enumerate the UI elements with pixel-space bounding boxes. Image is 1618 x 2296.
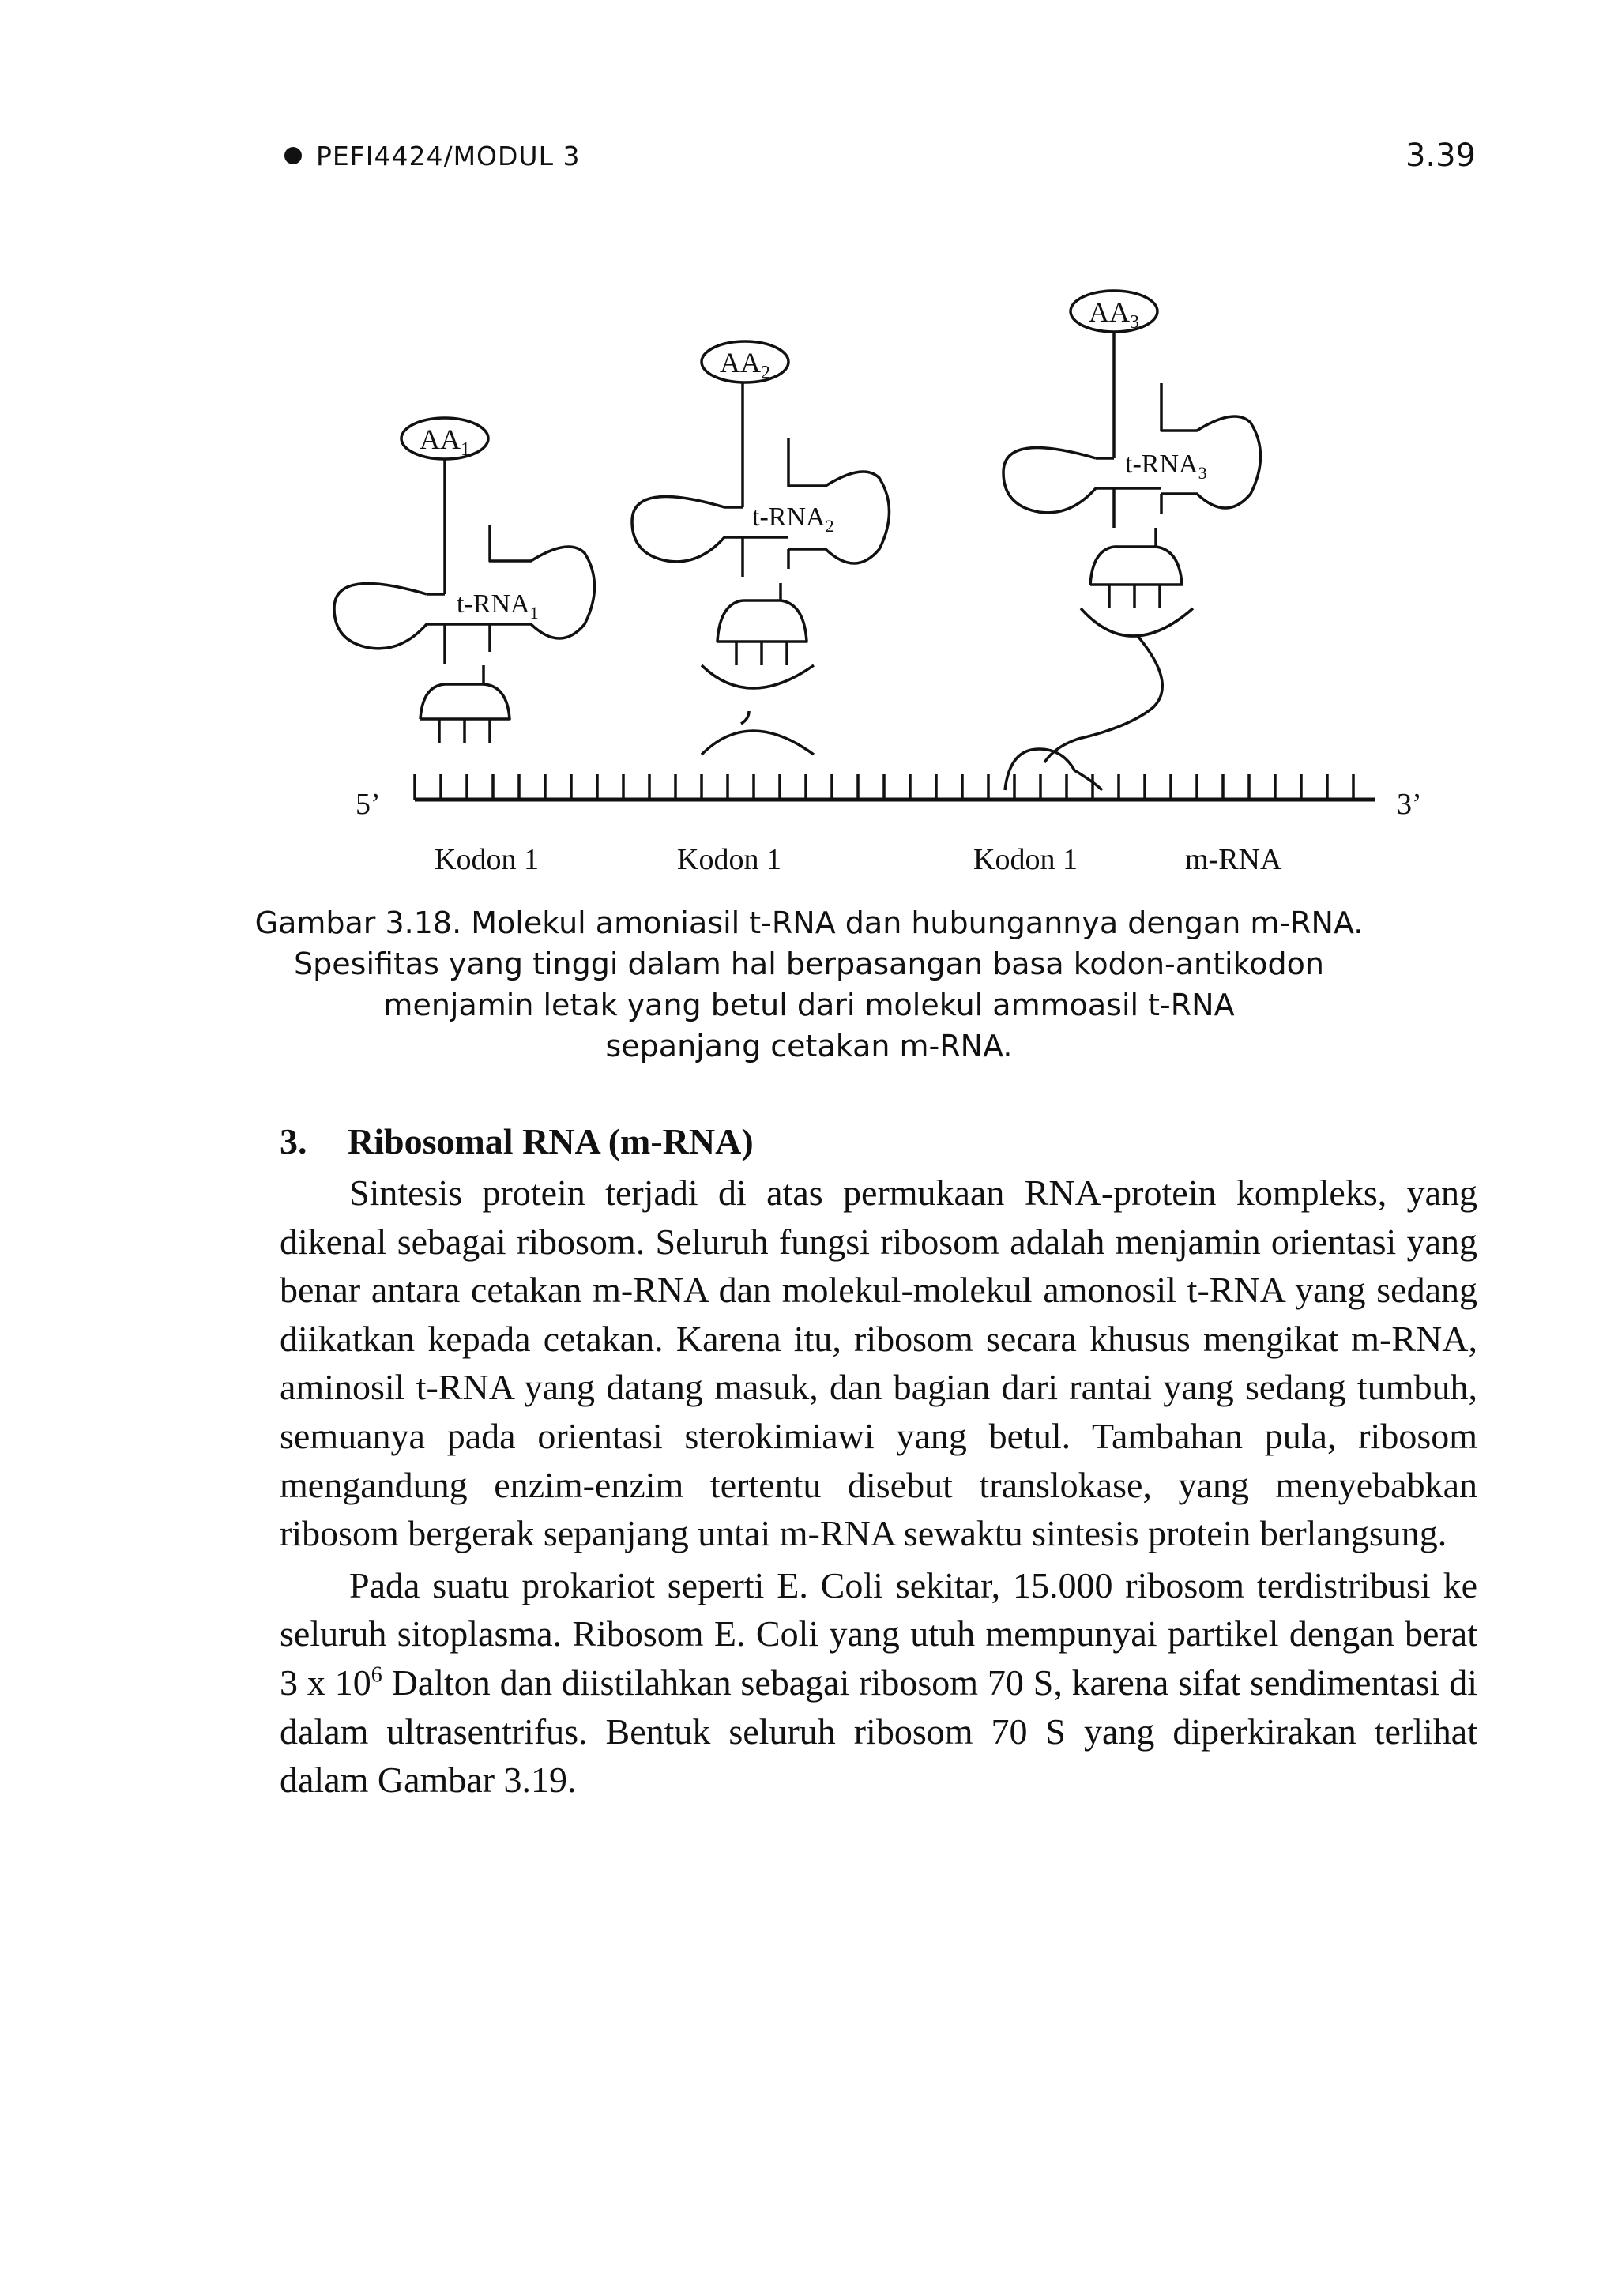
five-prime-label: 5’ — [356, 788, 381, 821]
section-heading — [280, 1120, 1477, 1162]
trna-label-1: $t-RNA_1$ — [457, 589, 539, 623]
trna-2-molecule — [632, 341, 890, 755]
mrna-strand — [415, 774, 1375, 800]
aa-label-2: $AA_2$ — [720, 347, 770, 383]
caption-line: sepanjang cetakan m-RNA. — [605, 1029, 1013, 1063]
body-paragraph-2: Pada suatu prokariot seperti E. Coli sekitar, 15.000 ribosom terdistribusi ke seluruh sitoplasma. Ribosom E. Coli yang utuh mempunyai partikel dengan berat 3 x $10^6$ Dalton dan diistilahkan sebagai ribosom 70 S, karena sifat sendimentasi di dalam ultrasentrifus. Bentuk seluruh ribosom 70 S yang diperkirakan terlihat dalam Gambar 3.19. — [280, 1564, 1477, 1801]
trna-label-2: $t-RNA_2$ — [752, 502, 834, 536]
trna-3-molecule — [1003, 291, 1261, 790]
exponent: 6 — [371, 1662, 382, 1688]
body-paragraph-1: Sintesis protein terjadi di atas permukaan RNA-protein kompleks, yang dikenal sebagai ribosom. Seluruh fungsi ribosom adalah menjamin orientasi yang benar antara cetakan m-RNA dan molekul-molekul amonosil t-RNA yang sedang diikatkan kepada cetakan. Karena itu, ribosom secara khusus mengikat m-RNA, aminosil t-RNA yang datang masuk, dan bagian dari rantai yang sedang tumbuh, semuanya pada orientasi sterokimiawi yang betul. Tambahan pula, ribosom mengandung enzim-enzim tertentu disebut translokase, yang menyebabkan ribosom bergerak sepanjang untai m-RNA sewaktu sintesis protein berlangsung. — [280, 1172, 1477, 1554]
three-prime-label: 3’ — [1397, 788, 1422, 821]
codon-label-1: Kodon 1 — [435, 843, 539, 876]
figure-caption — [237, 902, 1381, 1067]
section-ribosomal-rna — [280, 1120, 1477, 1808]
codon-label-2: Kodon 1 — [677, 843, 781, 876]
aa-label-3: $AA_3$ — [1089, 296, 1139, 333]
section-number: 3. — [280, 1121, 307, 1161]
header-module-code: PEFI4424/MODUL 3 — [316, 141, 581, 171]
caption-line: menjamin letak yang betul dari molekul ammoasil t-RNA — [383, 988, 1235, 1022]
figure-trna-mrna-diagram — [0, 0, 1618, 885]
codon-label-3: Kodon 1 — [973, 843, 1078, 876]
caption-line: Spesifitas yang tinggi dalam hal berpasangan basa kodon-antikodon — [294, 947, 1324, 981]
caption-line: Gambar 3.18. Molekul amoniasil t-RNA dan hubungannya dengan m-RNA. — [254, 905, 1364, 940]
trna-label-3: $t-RNA_3$ — [1125, 450, 1207, 483]
mrna-label: m-RNA — [1185, 843, 1282, 876]
section-title: Ribosomal RNA (m-RNA) — [348, 1121, 754, 1161]
trna-1-molecule — [334, 418, 595, 743]
aa-label-1: $AA_1$ — [420, 423, 470, 460]
page-number: 3.39 — [1405, 137, 1476, 174]
